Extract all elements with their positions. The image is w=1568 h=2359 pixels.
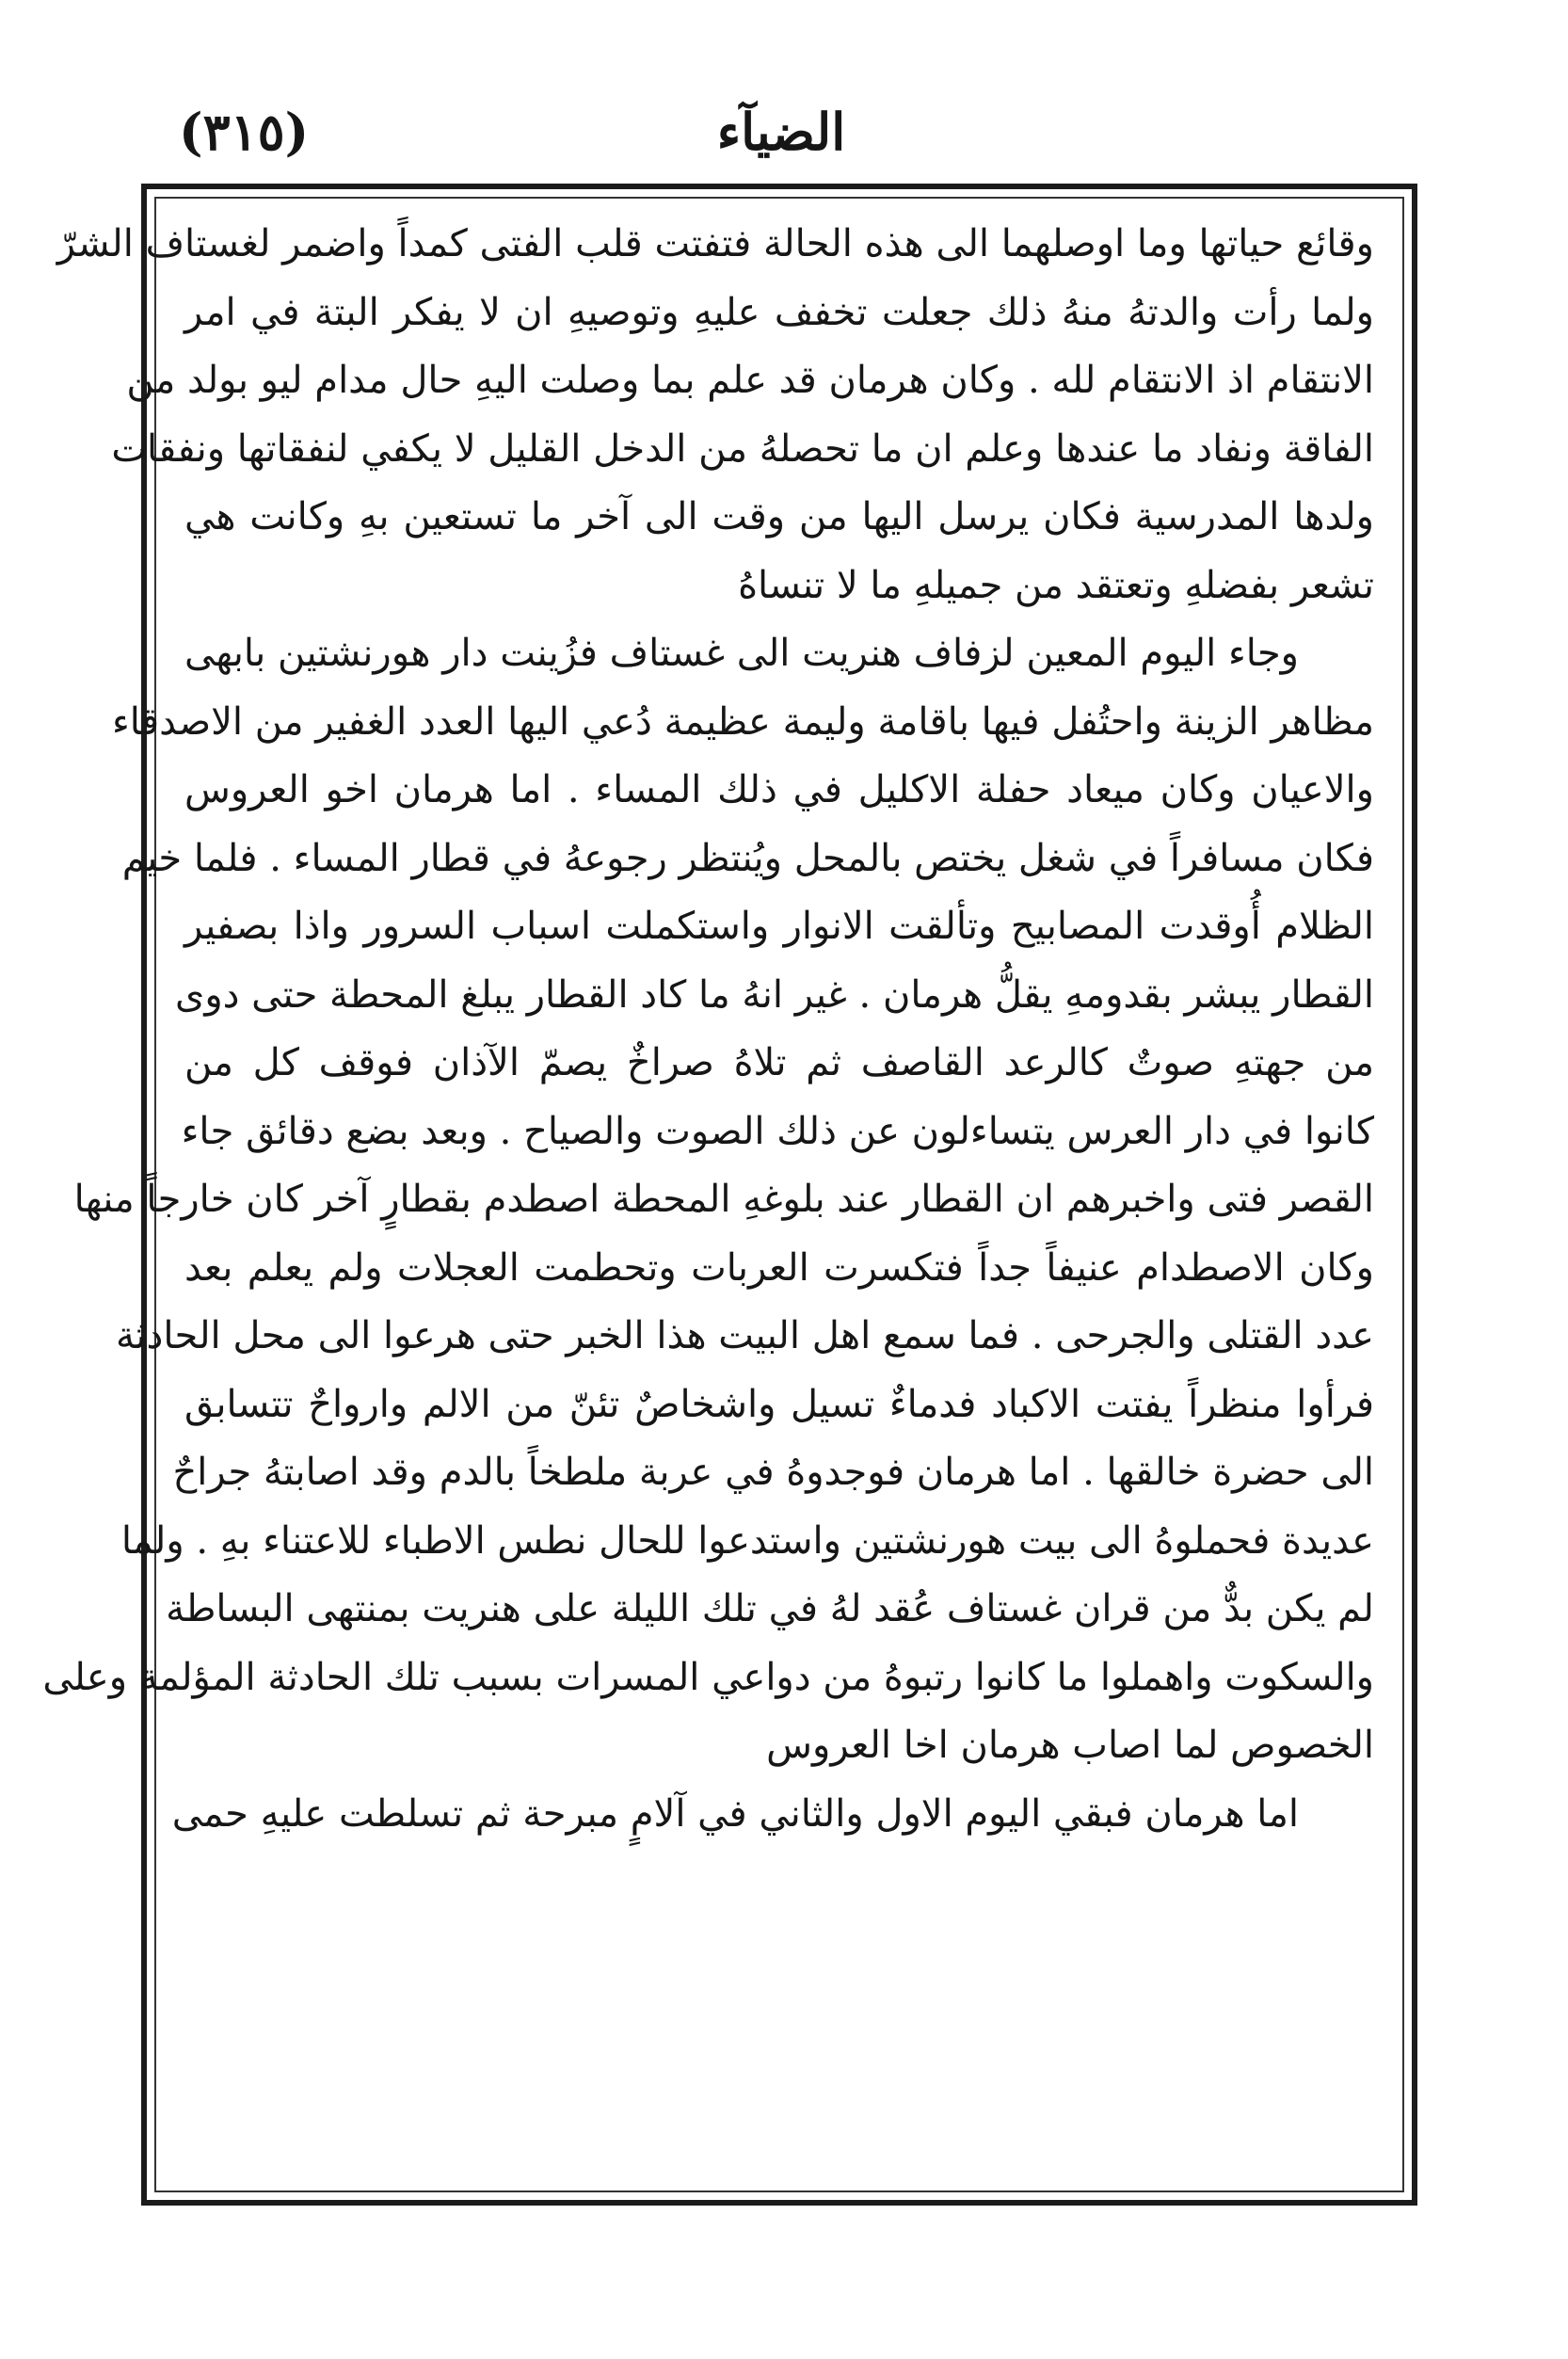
journal-title: الضيآء bbox=[716, 102, 846, 162]
text-line: الانتقام اذ الانتقام لله . وكان هرمان قد علم بما وصلت اليهِ حال مدام ليو بولد من bbox=[126, 359, 1374, 402]
text-line: والسكوت واهملوا ما كانوا رتبوهُ من دواعي المسرات بسبب تلك الحادثة المؤلمة وعلى bbox=[42, 1655, 1374, 1699]
text-line: فرأوا منظراً يفتت الاكباد فدماءٌ تسيل واشخاصٌ تئنّ من الالم وارواحٌ تتسابق bbox=[184, 1382, 1374, 1426]
paragraph bbox=[42, 619, 1374, 1780]
text-line: من جهتهِ صوتٌ كالرعد القاصف ثم تلاهُ صراخٌ يصمّ الآذان فوقف كل من bbox=[184, 1041, 1374, 1084]
text-line: وجاء اليوم المعين لزفاف هنريت الى غستاف فزُينت دار هورنشتين بابهى bbox=[184, 632, 1299, 675]
text-line: ولما رأت والدتهُ منهُ ذلك جعلت تخفف عليهِ وتوصيهِ ان لا يفكر البتة في امر bbox=[184, 290, 1374, 334]
text-line: وكان الاصطدام عنيفاً جداً فتكسرت العربات وتحطمت العجلات ولم يعلم بعد bbox=[184, 1245, 1374, 1290]
body-text bbox=[42, 210, 1374, 1848]
text-line: القصر فتى واخبرهم ان القطار عند بلوغهِ المحطة اصطدم بقطارٍ آخر كان خارجاً منها bbox=[73, 1178, 1374, 1221]
text-line: القطار يبشر بقدومهِ يقلُّ هرمان . غير انهُ ما كاد القطار يبلغ المحطة حتى دوى bbox=[175, 972, 1374, 1017]
text-line: وقائع حياتها وما اوصلهما الى هذه الحالة فتفتت قلب الفتى كمداً واضمر لغستاف الشرّ bbox=[56, 222, 1374, 265]
text-line: الى حضرة خالقها . اما هرمان فوجدوهُ في عربة ملطخاً بالدم وقد اصابتهُ جراحٌ bbox=[172, 1451, 1374, 1494]
text-line: عديدة فحملوهُ الى بيت هورنشتين واستدعوا للحال نطس الاطباء للاعتناء بهِ . ولما bbox=[120, 1518, 1374, 1563]
text-line: كانوا في دار العرس يتساءلون عن ذلك الصوت والصياح . وبعد بضع دقائق جاء bbox=[181, 1109, 1374, 1153]
text-line: فكان مسافراً في شغل يختص بالمحل ويُنتظر رجوعهُ في قطار المساء . فلما خيم bbox=[121, 836, 1374, 880]
text-line: مظاهر الزينة واحتُفل فيها باقامة وليمة عظيمة دُعي اليها العدد الغفير من الاصدقاء bbox=[112, 699, 1374, 744]
text-line: عدد القتلى والجرحى . فما سمع اهل البيت هذا الخبر حتى هرعوا الى محل الحادثة bbox=[115, 1314, 1374, 1357]
text-line: اما هرمان فبقي اليوم الاول والثاني في آلامٍ مبرحة ثم تسلطت عليهِ حمى bbox=[171, 1791, 1299, 1836]
paragraph bbox=[171, 1780, 1374, 1849]
page-header bbox=[141, 94, 1421, 179]
text-line: تشعر بفضلهِ وتعتقد من جميلهِ ما لا تنساهُ bbox=[738, 563, 1374, 607]
text-line: والاعيان وكان ميعاد حفلة الاكليل في ذلك المساء . اما هرمان اخو العروس bbox=[184, 768, 1374, 811]
text-line: الخصوص لما اصاب هرمان اخا العروس bbox=[766, 1724, 1374, 1767]
paragraph bbox=[56, 210, 1374, 619]
text-line: لم يكن بدٌّ من قران غستاف عُقد لهُ في تلك الليلة على هنريت بمنتهى البساطة bbox=[166, 1587, 1374, 1630]
page-number: (٣١٥) bbox=[179, 102, 310, 162]
text-line: الفاقة ونفاد ما عندها وعلم ان ما تحصلهُ من الدخل القليل لا يكفي لنفقاتها ونفقات bbox=[111, 426, 1374, 471]
text-line: ولدها المدرسية فكان يرسل اليها من وقت الى آخر ما تستعين بهِ وكانت هي bbox=[184, 495, 1374, 538]
text-line: الظلام أُوقدت المصابيح وتألقت الانوار واستكملت اسباب السرور واذا بصفير bbox=[184, 905, 1374, 948]
page-frame bbox=[42, 184, 1417, 2206]
